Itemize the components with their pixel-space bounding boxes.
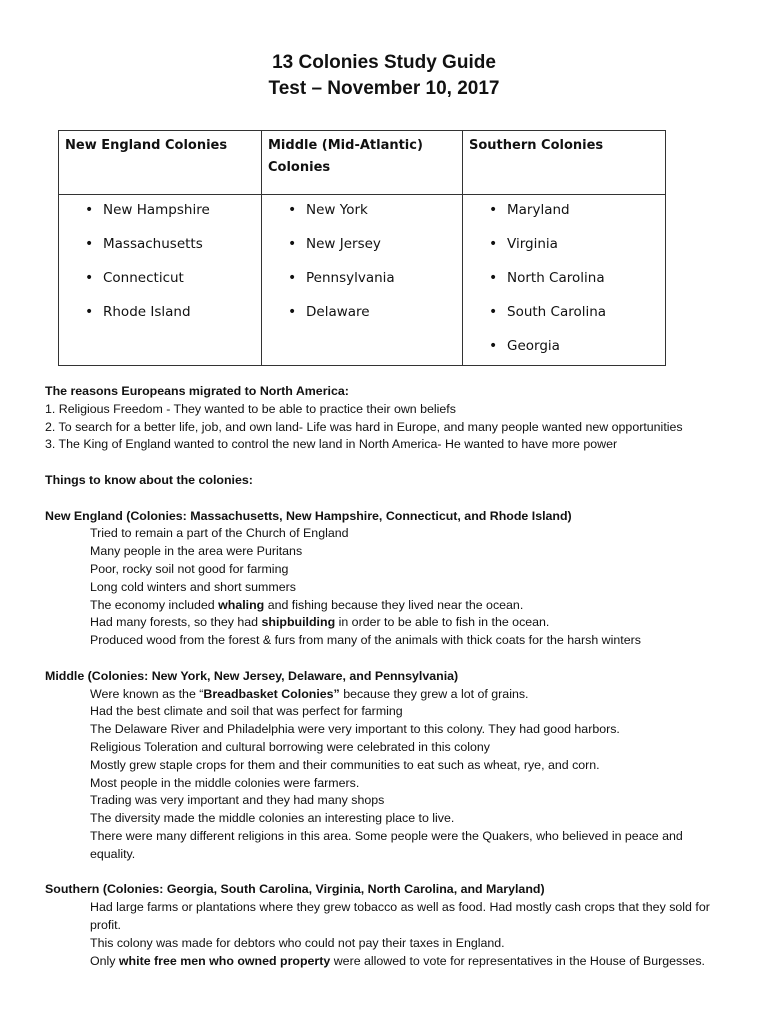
table-header-row <box>59 131 666 195</box>
list-item: • Connecticut <box>59 269 261 287</box>
header-new-england: New England Colonies <box>59 131 262 195</box>
new-england-fact: Tried to remain a part of the Church of England <box>90 526 349 541</box>
middle-fact: Trading was very important and they had many shops <box>90 793 385 808</box>
middle-fact: The diversity made the middle colonies an interesting place to live. <box>90 811 455 826</box>
bold-term: Breadbasket Colonies” <box>203 686 340 701</box>
middle-fact: The Delaware River and Philadelphia were very important to this colony. They had good harbors. <box>90 722 620 737</box>
southern-heading: Southern (Colonies: Georgia, South Carolina, Virginia, North Carolina, and Maryland) <box>45 882 545 897</box>
text-span: in order to be able to fish in the ocean. <box>335 615 550 630</box>
list-item: • Pennsylvania <box>262 269 462 287</box>
things-heading: Things to know about the colonies: <box>45 472 253 487</box>
document-title: 13 Colonies Study Guide <box>272 52 496 73</box>
middle-heading: Middle (Colonies: New York, New Jersey, Delaware, and Pennsylvania) <box>45 668 459 683</box>
southern-fact: This colony was made for debtors who could not pay their taxes in England. <box>90 935 505 950</box>
text-span: because they grew a lot of grains. <box>339 686 529 701</box>
list-item: • New York <box>262 201 462 219</box>
southern-fact: Had large farms or plantations where they grew tobacco as well as food. Had mostly cash crops that they sold for <box>90 900 710 915</box>
middle-cell <box>262 195 463 366</box>
middle-fact: Religious Toleration and cultural borrowing were celebrated in this colony <box>90 739 490 754</box>
southern-fact-continued: profit. <box>90 917 121 932</box>
text-span: Only <box>90 953 119 968</box>
list-item: • Georgia <box>463 337 665 355</box>
text-span: The economy included <box>90 597 219 612</box>
new-england-fact <box>45 614 745 632</box>
list-item: • Rhode Island <box>59 303 261 321</box>
list-item: • New Jersey <box>262 235 462 253</box>
text-span: and fishing because they lived near the ocean. <box>264 597 524 612</box>
new-england-cell <box>59 195 262 366</box>
reason-item: 3. The King of England wanted to control the new land in North America- He wanted to have more power <box>45 437 618 452</box>
list-item: • New Hampshire <box>59 201 261 219</box>
reason-item: 1. Religious Freedom - They wanted to be able to practice their own beliefs <box>45 401 456 416</box>
new-england-fact: Poor, rocky soil not good for farming <box>90 561 289 576</box>
list-item: • Massachusetts <box>59 235 261 253</box>
southern-cell <box>463 195 666 366</box>
header-southern: Southern Colonies <box>463 131 666 195</box>
table-row <box>59 195 666 366</box>
text-span: Were known as the “ <box>90 686 204 701</box>
middle-fact: Mostly grew staple crops for them and their communities to eat such as wheat, rye, and corn. <box>90 757 600 772</box>
southern-fact <box>45 953 745 971</box>
new-england-heading: New England (Colonies: Massachusetts, New Hampshire, Connecticut, and Rhode Island) <box>45 508 572 523</box>
text-span: were allowed to vote for representatives in the House of Burgesses. <box>330 953 705 968</box>
middle-fact <box>45 686 745 704</box>
reason-item: 2. To search for a better life, job, and own land- Life was hard in Europe, and many people wanted new opportunities <box>45 419 683 434</box>
colonies-table <box>58 130 666 366</box>
southern-list <box>463 201 665 355</box>
list-item: • North Carolina <box>463 269 665 287</box>
bold-term: white free men who owned property <box>118 953 331 968</box>
list-item: • Maryland <box>463 201 665 219</box>
text-span: Had many forests, so they had <box>90 615 262 630</box>
middle-fact-continued: equality. <box>90 846 136 861</box>
middle-fact: Most people in the middle colonies were farmers. <box>90 775 360 790</box>
document-subtitle: Test – November 10, 2017 <box>268 78 500 99</box>
new-england-fact <box>45 597 745 615</box>
new-england-fact: Long cold winters and short summers <box>90 579 296 594</box>
new-england-fact: Many people in the area were Puritans <box>90 544 303 559</box>
reasons-heading: The reasons Europeans migrated to North America: <box>45 384 349 398</box>
list-item: • Delaware <box>262 303 462 321</box>
new-england-list <box>59 201 261 321</box>
middle-list <box>262 201 462 321</box>
middle-fact: There were many different religions in this area. Some people were the Quakers, who believed in peace and <box>90 828 683 843</box>
study-notes <box>45 383 745 970</box>
header-middle: Middle (Mid-Atlantic) Colonies <box>262 131 463 195</box>
bold-term: whaling <box>218 597 265 612</box>
middle-fact: Had the best climate and soil that was perfect for farming <box>90 704 403 719</box>
bold-term: shipbuilding <box>261 615 336 630</box>
new-england-fact: Produced wood from the forest & furs from many of the animals with thick coats for the harsh winters <box>90 633 641 648</box>
list-item: • Virginia <box>463 235 665 253</box>
list-item: • South Carolina <box>463 303 665 321</box>
